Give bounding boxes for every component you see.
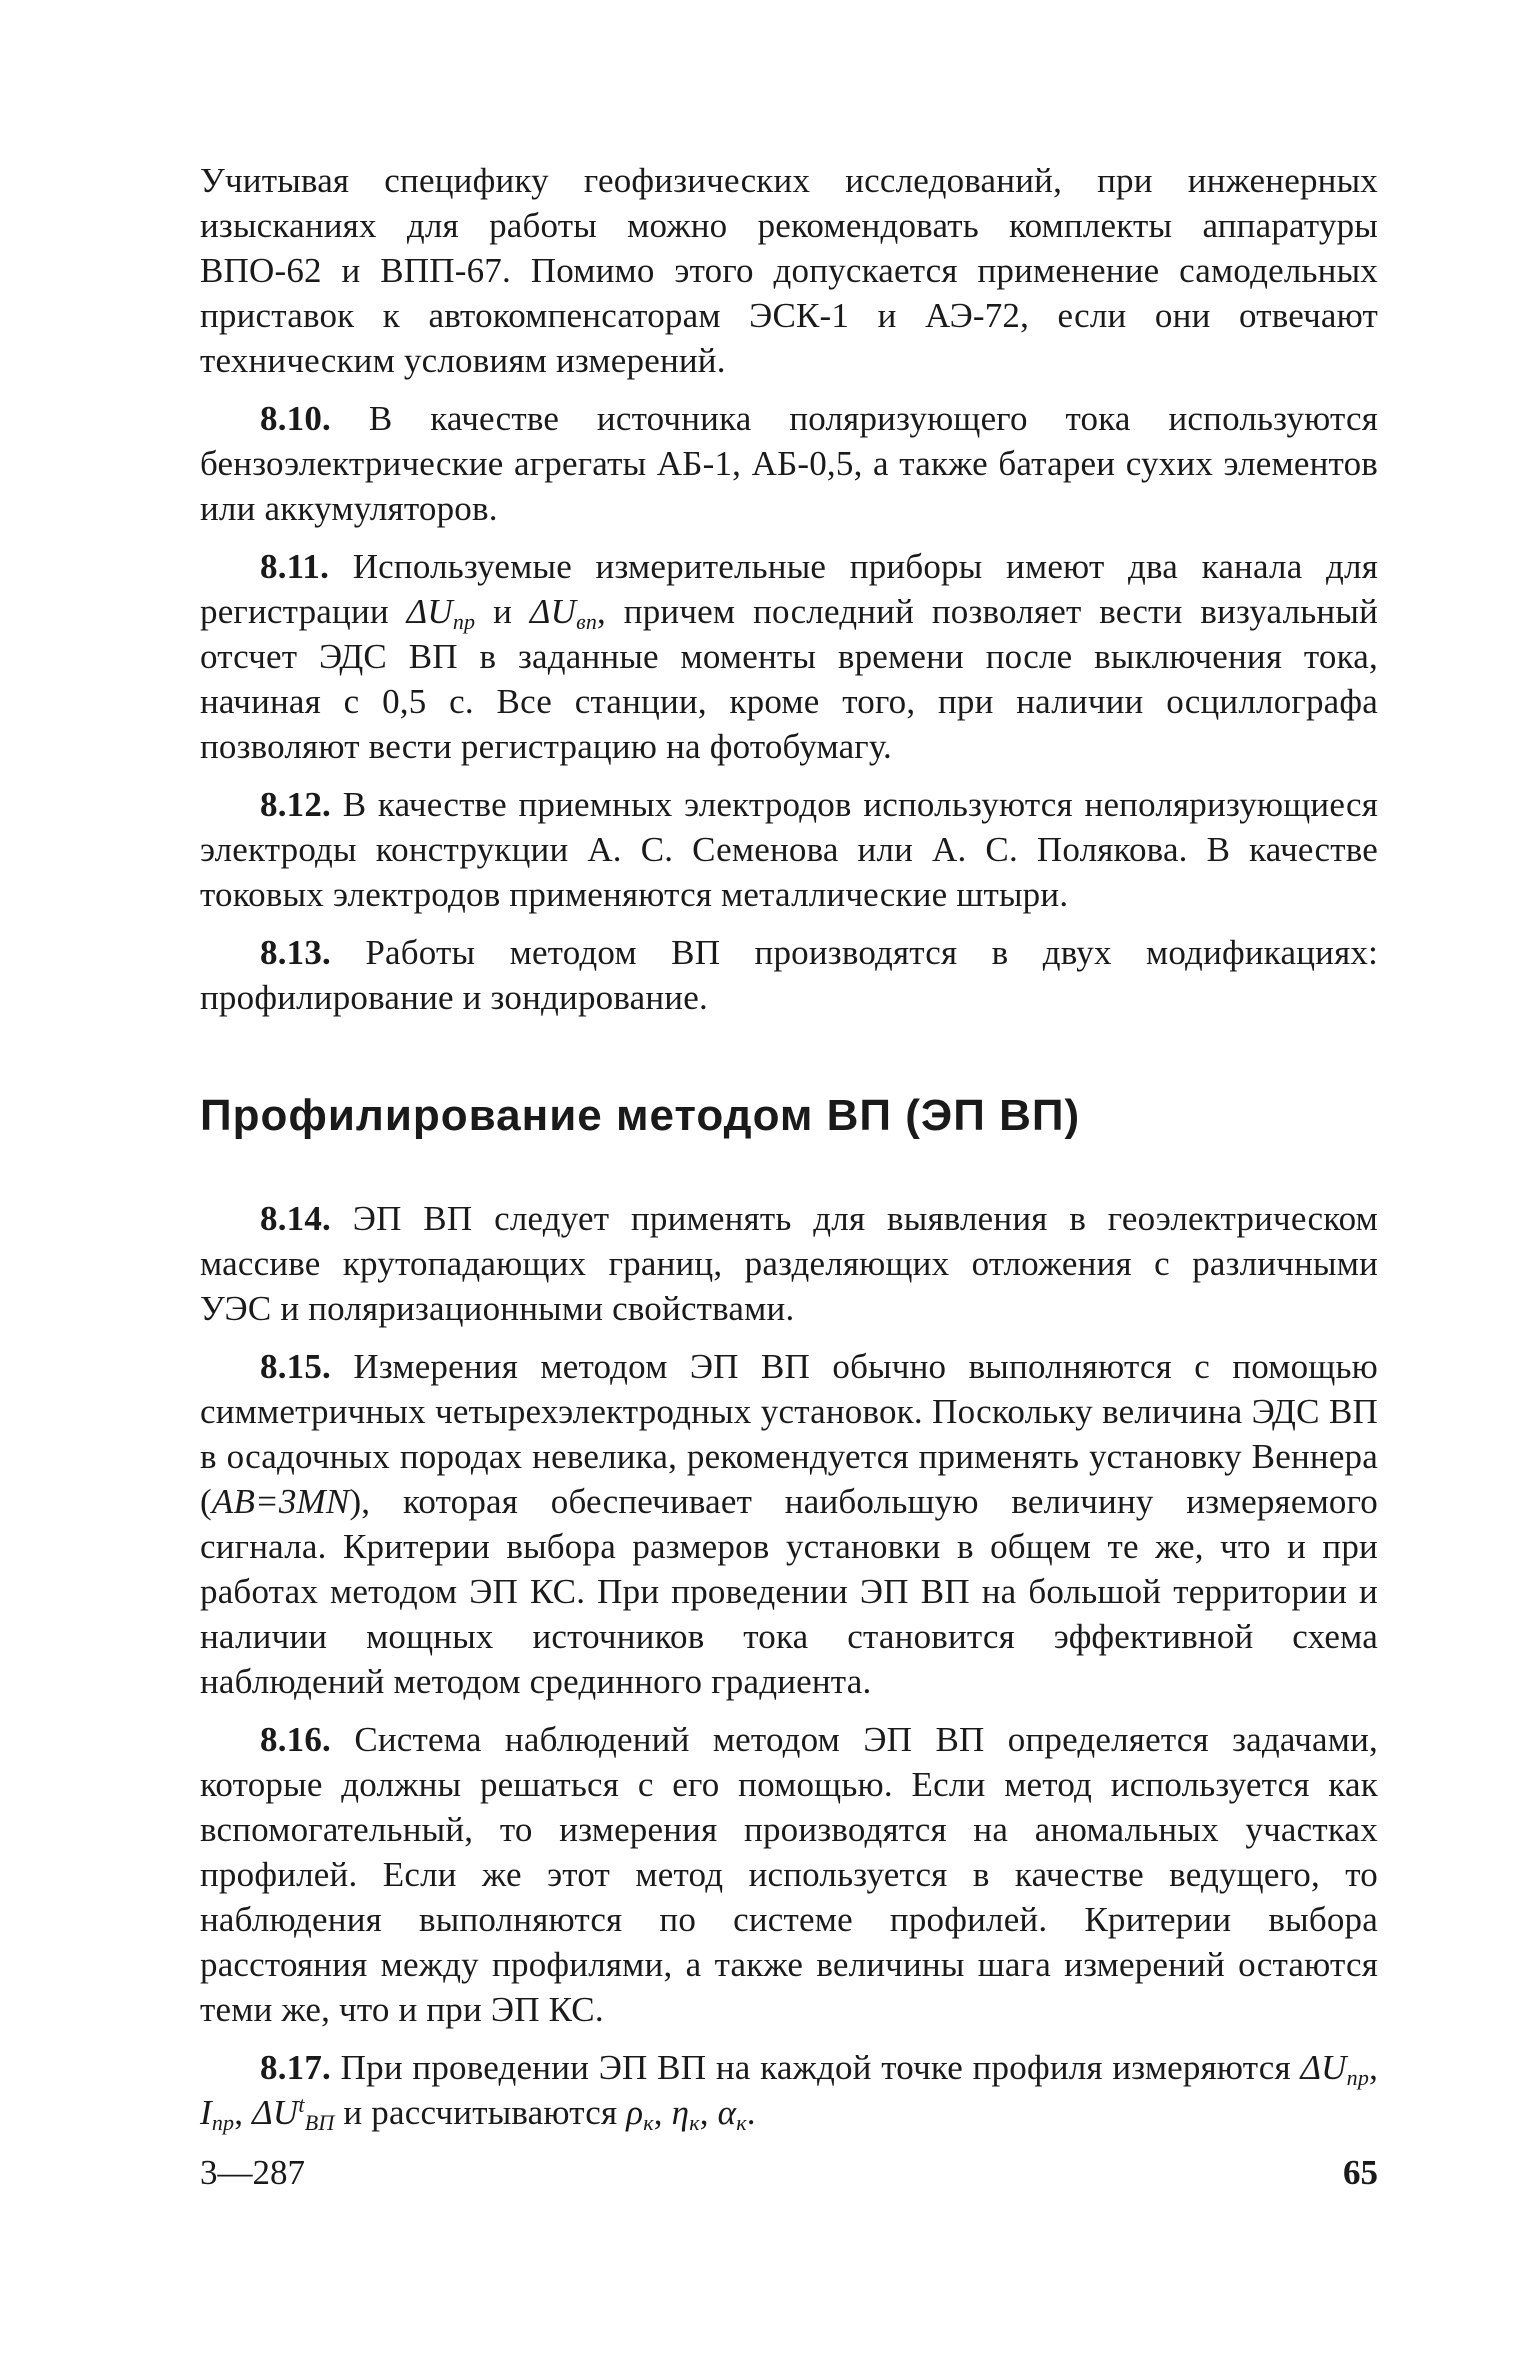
paragraph-8-15: 8.15. Измерения методом ЭП ВП обычно выполняются с помощью симметричных четырехэлектродных установок. Поскольку величина ЭДС ВП в осадочных породах невелика, рекомендуется применять установку Веннера (AB=3MN), которая обеспечивает наибольшую величину измеряемого сигнала. Критерии выбора размеров установки в общем те же, что и при работах методом ЭП КС. При проведении ЭП ВП на большой территории и наличии мощных источников тока становится эффективной схема наблюдений методом срединного градиента. xyxy=(200,1347,1378,1701)
paragraph-8-10: 8.10. В качестве источника поляризующего тока используются бензоэлектрические агрегаты АБ-1, АБ-0,5, а также батареи сухих элементов или аккумуляторов. xyxy=(200,399,1378,528)
clause-number: 8.12. xyxy=(260,785,331,824)
clause-number: 8.17. xyxy=(260,2048,331,2087)
paragraph-8-17: 8.17. При проведении ЭП ВП на каждой точке профиля измеряются $\Delta U_{пр}$, $I_{пр}$, $\Delta U^t_{ВП}$ и рассчитываются $\rho_к$, $\eta_к$, $\alpha_к$. xyxy=(200,2048,1379,2135)
clause-number: 8.16. xyxy=(260,1720,331,1759)
paragraph-8-13: 8.13. Работы методом ВП производятся в двух модификациях: профилирование и зондирование. xyxy=(200,933,1378,1017)
paragraph-intro: Учитывая специфику геофизических исследований, при инженерных изысканиях для работы можно рекомендовать комплекты аппаратуры ВПО-62 и ВПП-67. Помимо этого допускается применение самодельных приставок к автокомпенсаторам ЭСК-1 и АЭ-72, если они отвечают техническим условиям измерений. xyxy=(200,161,1378,380)
clause-number: 8.14. xyxy=(260,1199,331,1238)
clause-number: 8.15. xyxy=(260,1347,331,1386)
page-number: 65 xyxy=(1343,2153,1378,2192)
printer-signature: 3—287 xyxy=(200,2153,305,2192)
paragraph-8-14: 8.14. ЭП ВП следует применять для выявления в геоэлектрическом массиве крутопадающих границ, разделяющих отложения с различными УЭС и поляризационными свойствами. xyxy=(200,1199,1379,1328)
clause-number: 8.11. xyxy=(260,547,330,586)
clause-number: 8.10. xyxy=(260,399,331,438)
section-heading: Профилирование методом ВП (ЭП ВП) xyxy=(200,1091,1081,1140)
paragraph-8-16: 8.16. Система наблюдений методом ЭП ВП определяется задачами, которые должны решаться с его помощью. Если метод используется как вспомогательный, то измерения производятся на аномальных участках профилей. Если же этот метод используется в качестве ведущего, то наблюдения выполняются по системе профилей. Критерии выбора расстояния между профилями, а также величины шага измерений остаются теми же, что и при ЭП КС. xyxy=(200,1720,1378,2029)
clause-number: 8.13. xyxy=(260,933,331,972)
paragraph-8-11: 8.11. Используемые измерительные приборы имеют два канала для регистрации $\Delta U_{пр}$ и $\Delta U_{вп}$, причем последний позволяет вести визуальный отсчет ЭДС ВП в заданные моменты времени после выключения тока, начиная с 0,5 с. Все станции, кроме того, при наличии осциллографа позволяют вести регистрацию на фотобумагу. xyxy=(200,547,1379,766)
page-body xyxy=(200,158,1378,2135)
paragraph-8-12: 8.12. В качестве приемных электродов используются неполяризующиеся электроды конструкции А. С. Семенова или А. С. Полякова. В качестве токовых электродов применяются металлические штыри. xyxy=(200,785,1378,914)
